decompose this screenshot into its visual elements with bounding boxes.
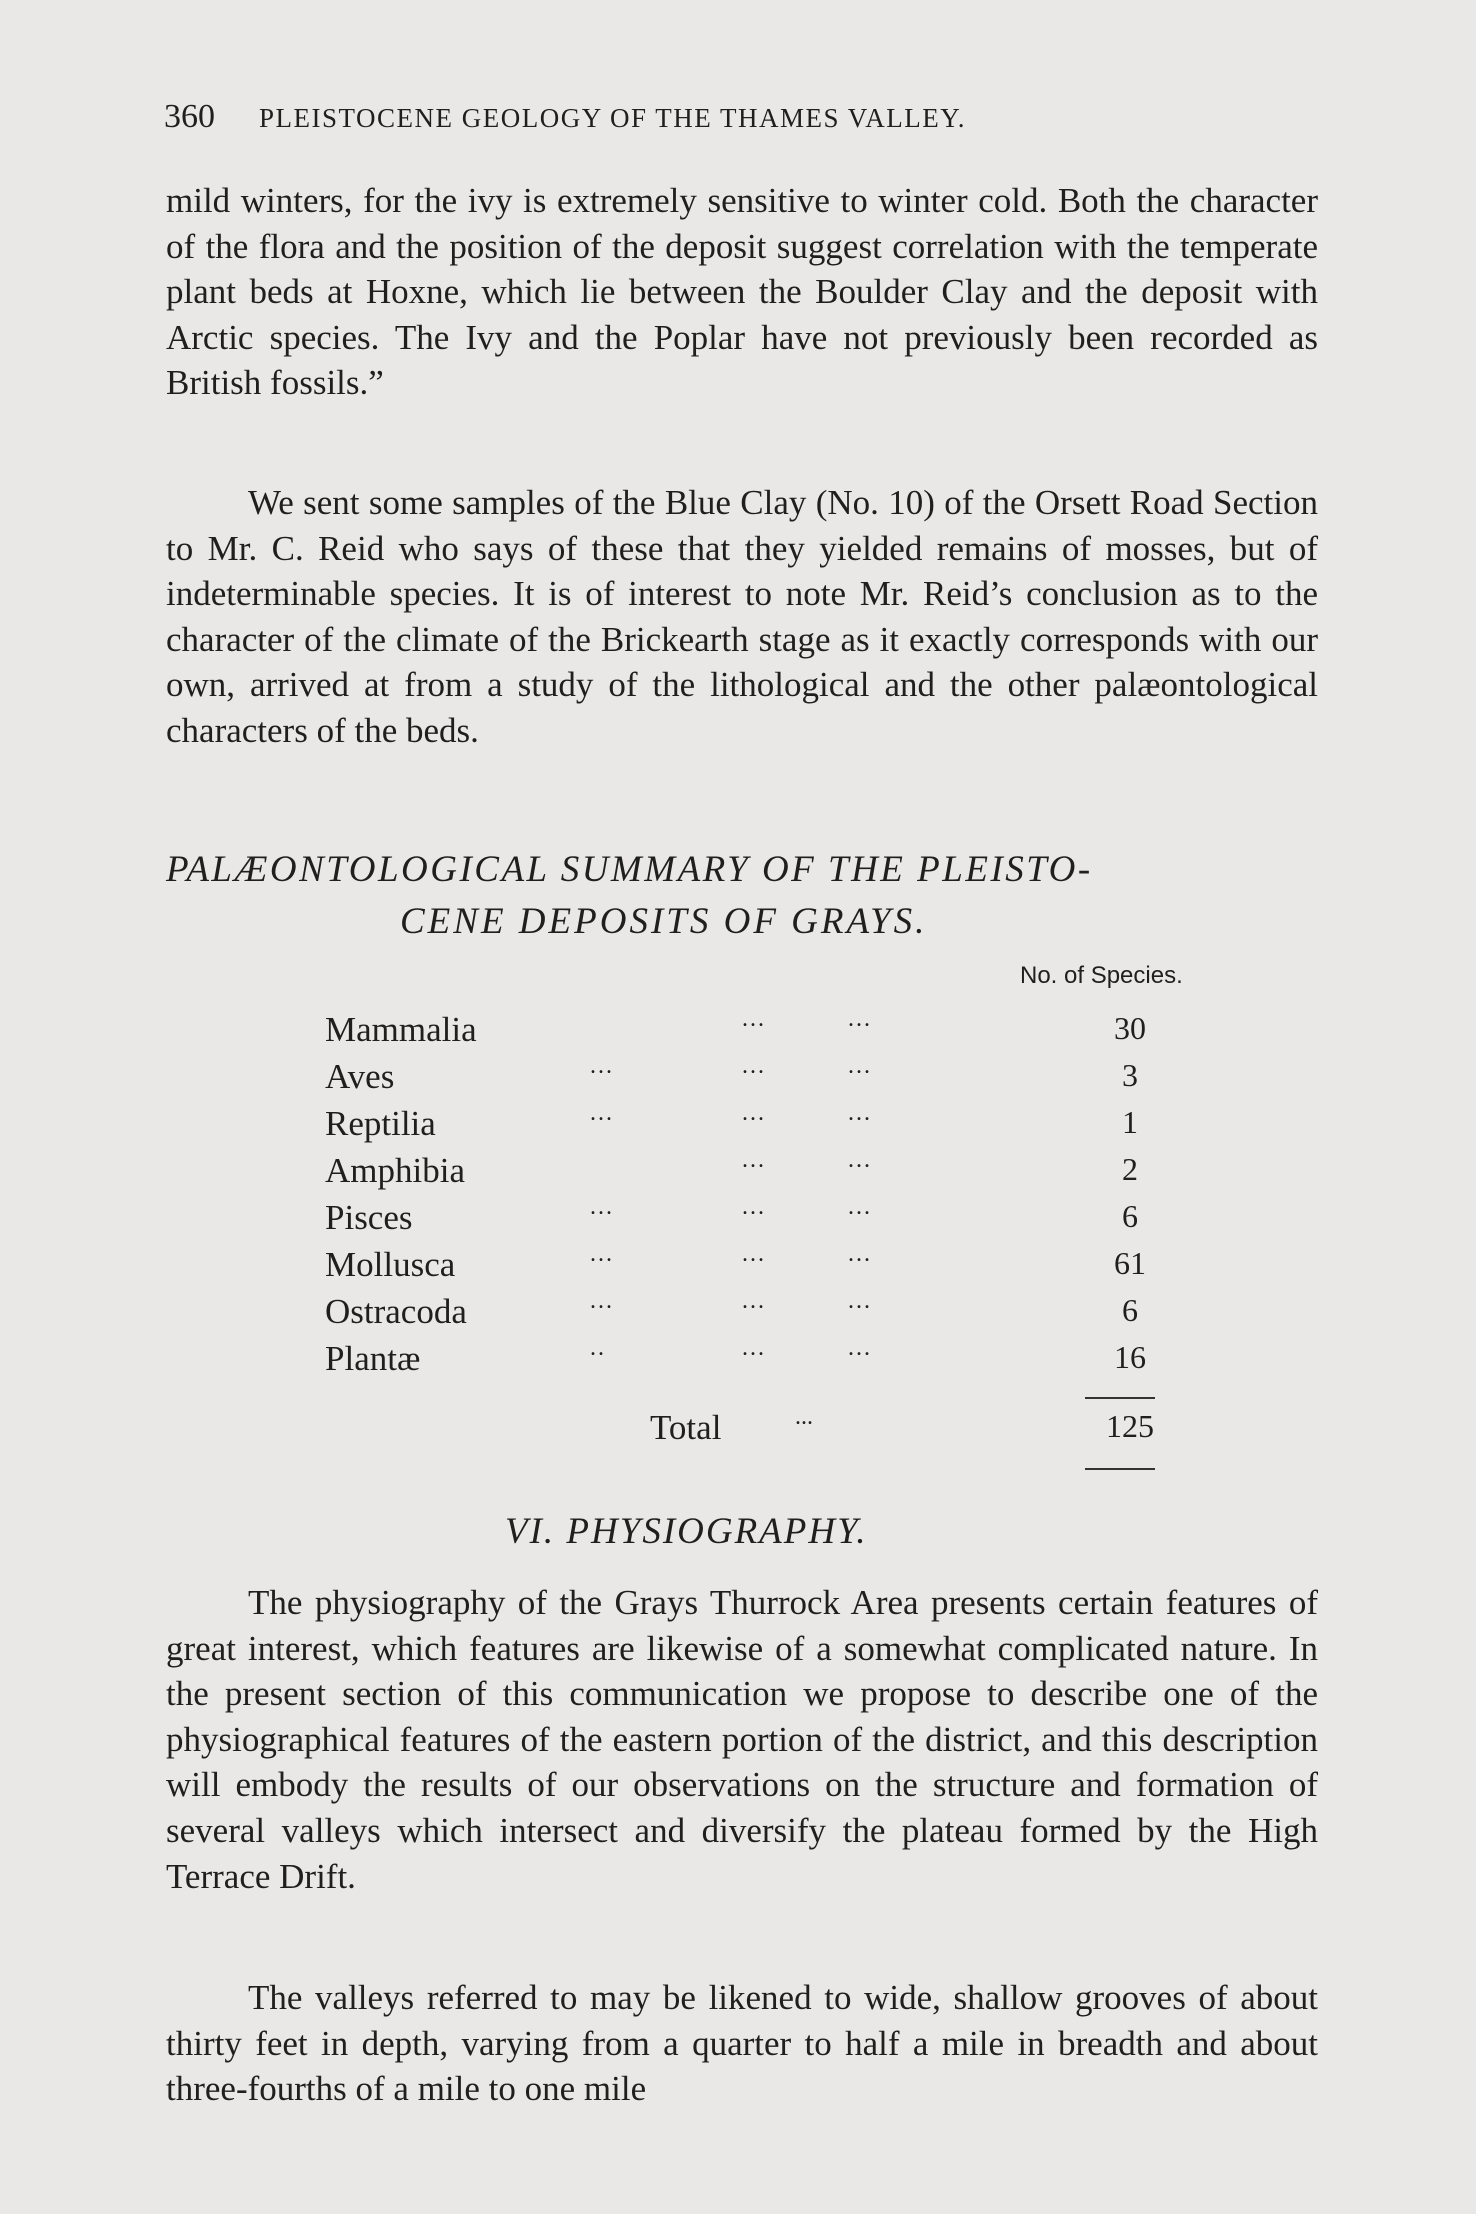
total-label: Total bbox=[650, 1408, 722, 1447]
paragraph-valleys bbox=[166, 1975, 1318, 2112]
leader-dot-group: ... bbox=[848, 1194, 872, 1220]
paragraph-physiography bbox=[166, 1580, 1318, 1899]
paragraph-text: We sent some samples of the Blue Clay (No. 10) of the Orsett Road Section to Mr. C. Reid who says of these that they yielded remains of mosses, but of indeterminable species. It is of interest to note Mr. Reid’s conclusion as to the character of the climate of the Brickearth stage as it exactly corresponds with our own, arrived at from a study of the lithological and the other palæontological characters of the beds. bbox=[166, 483, 1318, 750]
leader-dot-group: ... bbox=[742, 1006, 766, 1032]
leader-dot-group: ... bbox=[742, 1147, 766, 1173]
leader-dot-group: ... bbox=[590, 1053, 614, 1079]
total-rule-bottom bbox=[1085, 1468, 1155, 1470]
leader-dot-group: ... bbox=[848, 1288, 872, 1314]
species-count: 6 bbox=[1122, 1198, 1138, 1234]
paragraph-text: mild winters, for the ivy is extremely sensitive to winter cold. Both the character of the flora and the position of the deposit suggest correlation with the temperate plant beds at Hoxne, which lie between the Boulder Clay and the deposit with Arctic species. The Ivy and the Poplar have not previously been recorded as British fossils.” bbox=[166, 181, 1318, 403]
table-row bbox=[325, 1006, 1185, 1056]
class-name: Mollusca bbox=[325, 1245, 456, 1284]
total-row bbox=[325, 1404, 1185, 1458]
leader-dot-group: ... bbox=[742, 1194, 766, 1220]
leader-dot-group: ... bbox=[590, 1194, 614, 1220]
species-count: 6 bbox=[1122, 1292, 1138, 1328]
leader-dot-group: ... bbox=[848, 1053, 872, 1079]
class-name: Mammalia bbox=[325, 1010, 477, 1049]
leader-dot-group: ... bbox=[742, 1053, 766, 1079]
leader-dot-group: ... bbox=[590, 1241, 614, 1267]
running-header bbox=[164, 98, 966, 136]
paragraph-text: The physiography of the Grays Thurrock Area presents certain features of great interest, which features are likewise of a somewhat complicated nature. In the present section of this communication we propose to describe one of the physiographical features of the eastern portion of the district, and this description will embody the results of our observations on the structure and formation of several valleys which intersect and diversify the plateau formed by the High Terrace Drift. bbox=[166, 1583, 1318, 1896]
leader-dot-group: ... bbox=[742, 1100, 766, 1126]
section-heading: VI. PHYSIOGRAPHY. bbox=[505, 1511, 868, 1552]
running-title: PLEISTOCENE GEOLOGY OF THE THAMES VALLEY. bbox=[259, 103, 967, 133]
page-number: 360 bbox=[164, 98, 215, 135]
class-name: Pisces bbox=[325, 1198, 413, 1237]
leader-dot-group: ... bbox=[590, 1288, 614, 1314]
total-value: 125 bbox=[1106, 1408, 1154, 1444]
table-row bbox=[325, 1147, 1185, 1197]
table-row bbox=[325, 1241, 1185, 1291]
species-count: 2 bbox=[1122, 1151, 1138, 1187]
table-row bbox=[325, 1288, 1185, 1338]
leader-dot-group: ... bbox=[742, 1335, 766, 1361]
class-name: Ostracoda bbox=[325, 1292, 467, 1331]
class-name: Reptilia bbox=[325, 1104, 436, 1143]
species-count: 1 bbox=[1122, 1104, 1138, 1140]
class-name: Plantæ bbox=[325, 1339, 421, 1378]
leader-dot-group: ... bbox=[742, 1288, 766, 1314]
table-row bbox=[325, 1335, 1185, 1385]
table-row bbox=[325, 1053, 1185, 1103]
paragraph-text: The valleys referred to may be likened to wide, shallow grooves of about thirty feet in depth, varying from a quarter to half a mile in breadth and about three-fourths of a mile to one mile bbox=[166, 1978, 1318, 2109]
paragraph-continued bbox=[166, 178, 1318, 406]
table-row bbox=[325, 1100, 1185, 1150]
leader-dot-group: .. bbox=[590, 1335, 606, 1361]
summary-heading-line2: CENE DEPOSITS OF GRAYS. bbox=[400, 901, 928, 942]
leader-dot-group: ... bbox=[742, 1241, 766, 1267]
leader-dot-group: ... bbox=[590, 1100, 614, 1126]
paragraph-blue-clay bbox=[166, 480, 1318, 754]
class-name: Aves bbox=[325, 1057, 395, 1096]
species-count: 16 bbox=[1114, 1339, 1146, 1375]
class-name: Amphibia bbox=[325, 1151, 465, 1190]
species-count: 30 bbox=[1114, 1010, 1146, 1046]
total-rule-top bbox=[1085, 1397, 1155, 1399]
summary-heading-line1: PALÆONTOLOGICAL SUMMARY OF THE PLEISTO- bbox=[166, 849, 1093, 890]
leader-dot-group: ... bbox=[848, 1100, 872, 1126]
leader-dot-group: ... bbox=[848, 1006, 872, 1032]
leader-dot-group: ... bbox=[848, 1335, 872, 1361]
leader-dot-group: ... bbox=[848, 1147, 872, 1173]
species-column-header: No. of Species. bbox=[1020, 962, 1183, 989]
table-row bbox=[325, 1194, 1185, 1244]
species-count: 61 bbox=[1114, 1245, 1146, 1281]
total-leader-dots: ... bbox=[795, 1404, 813, 1430]
species-count: 3 bbox=[1122, 1057, 1138, 1093]
leader-dot-group: ... bbox=[848, 1241, 872, 1267]
